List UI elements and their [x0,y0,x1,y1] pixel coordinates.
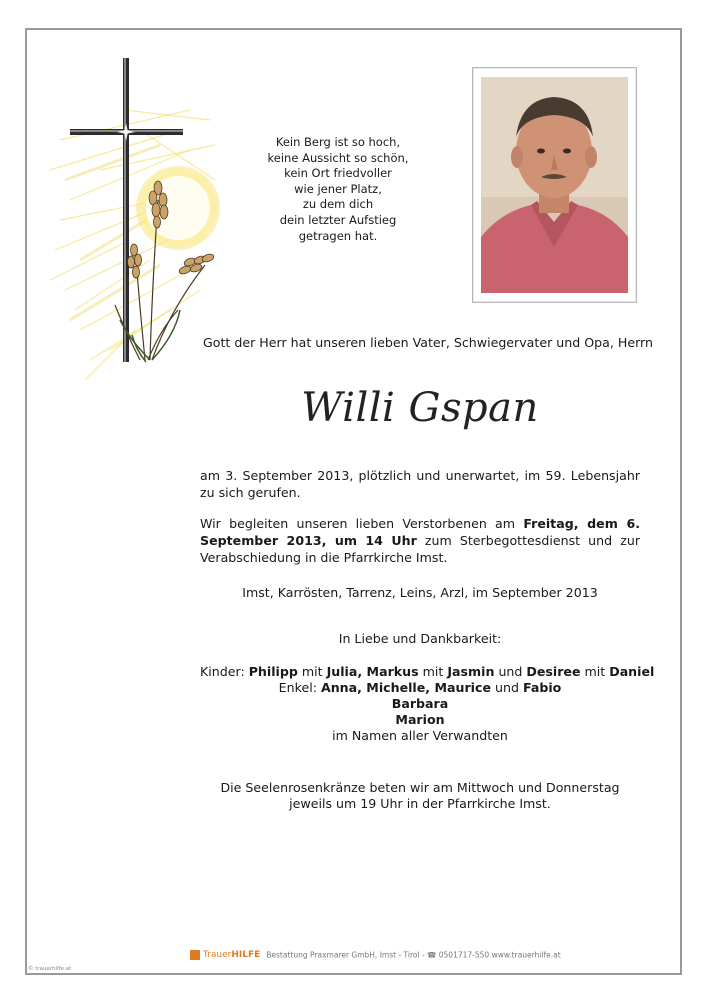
trauerhilfe-logo-icon [190,950,200,960]
portrait-frame [472,67,637,303]
funeral-text-post: zum Sterbegottesdienst und zur Verabschiedung in die Pfarrkirche Imst. [200,533,640,565]
closing-line: In Liebe und Dankbarkeit: [338,631,502,646]
relatives-line: im Namen aller Verwandten [332,728,508,743]
poem-line: zu dem dich [302,197,374,212]
rosary-line: jeweils um 19 Uhr in der Pfarrkirche Imst. [289,796,551,811]
poem-line: Kein Berg ist so hoch, [275,135,401,149]
poem [258,135,418,244]
brand-part: HILFE [231,950,261,960]
family-name: Fabio [522,680,562,695]
image-credit: © trauerhilfe.at [28,966,72,972]
family-name: Marion [395,712,445,727]
death-notice-paragraph: am 3. September 2013, plötzlich und unerwartet, im 59. Lebensjahr zu sich gerufen. [200,468,640,500]
footer [190,950,561,964]
family-name: Daniel [609,664,655,679]
brand-part: Trauer [203,950,232,960]
family-name: Philipp [248,664,298,679]
family-name: Anna, Michelle, Maurice [320,680,491,695]
family-separator: und [491,680,523,695]
family-name: Desiree [526,664,581,679]
family-separator: mit [297,664,327,679]
grandchildren-line [200,680,640,696]
family-list [200,664,655,744]
poem-line: keine Aussicht so schön, [267,150,409,165]
poem-line: wie jener Platz, [294,181,382,196]
deceased-name: Willi Gspan [301,385,539,431]
portrait-photo [481,77,628,293]
poem-line: kein Ort friedvoller [284,166,392,181]
children-label: Kinder: [200,664,249,679]
poem-line: dein letzter Aufstieg [279,212,397,227]
funeral-paragraph [200,515,640,566]
family-name: Jasmin [447,664,495,679]
funeral-date-time: Freitag, dem 6. September 2013, um 14 Uhr [200,516,640,548]
footer-contact: Bestattung Praxmarer GmbH, Imst - Tirol - ☎ 0501717-550 www.trauerhilfe.at [266,950,561,960]
intro-text: Gott der Herr hat unseren lieben Vater, Schwiegervater und Opa, Herrn [203,335,653,350]
children-line [200,664,655,680]
rosary-notice [200,780,640,812]
family-name: Julia, Markus [326,664,419,679]
funeral-text-pre: Wir begleiten unseren lieben Verstorbenen am [200,516,524,531]
grandchildren-label: Enkel: [278,680,321,695]
family-name: Barbara [391,696,449,711]
cross-wheat-illustration [40,50,220,410]
poem-line: getragen hat. [298,228,378,243]
place-and-date: Imst, Karrösten, Tarrenz, Leins, Arzl, im September 2013 [242,585,598,600]
family-separator: mit [418,664,448,679]
brand-name [203,950,260,960]
family-separator: mit [580,664,610,679]
rosary-line: Die Seelenrosenkränze beten wir am Mittwoch und Donnerstag [220,780,620,795]
family-separator: und [494,664,527,679]
